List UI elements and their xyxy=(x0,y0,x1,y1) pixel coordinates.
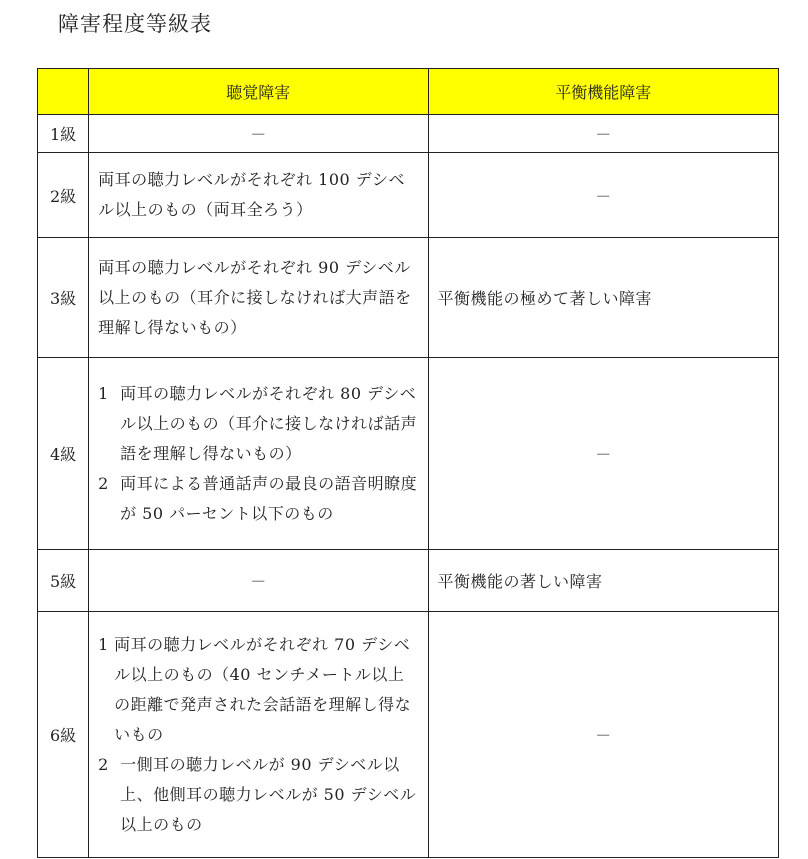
balance-cell: 平衡機能の著しい障害 xyxy=(428,550,778,612)
table-row xyxy=(38,115,779,153)
criteria-item xyxy=(98,630,419,750)
balance-cell: － xyxy=(428,115,778,153)
grade-cell: 2級 xyxy=(38,153,89,238)
item-text: 両耳の聴力レベルがそれぞれ 70 デシベル以上のもの（40 センチメートル以上の距離で発声された会話語を理解し得ないもの xyxy=(114,634,412,744)
page-title: 障害程度等級表 xyxy=(58,12,212,36)
header-hearing: 聴覚障害 xyxy=(89,69,428,115)
header-grade xyxy=(38,69,89,115)
hearing-cell: 両耳の聴力レベルがそれぞれ 100 デシベル以上のもの（両耳全ろう） xyxy=(89,153,428,238)
item-text: 両耳による普通話声の最良の語音明瞭度が 50 パーセント以下のもの xyxy=(120,473,418,523)
grade-cell: 4級 xyxy=(38,358,89,550)
grade-cell: 5級 xyxy=(38,550,89,612)
criteria-item xyxy=(98,379,419,469)
balance-cell: 平衡機能の極めて著しい障害 xyxy=(428,238,778,358)
header-balance: 平衡機能障害 xyxy=(428,69,778,115)
hearing-cell: 両耳の聴力レベルがそれぞれ 90 デシベル以上のもの（耳介に接しなければ大声語を理解し得ないもの） xyxy=(89,238,428,358)
table-row xyxy=(38,238,779,358)
table-row xyxy=(38,153,779,238)
grade-cell: 6級 xyxy=(38,612,89,858)
balance-cell: － xyxy=(428,358,778,550)
item-number: 1 xyxy=(98,634,109,654)
disability-grade-table xyxy=(37,68,779,858)
hearing-cell: － xyxy=(89,550,428,612)
item-text: 両耳の聴力レベルがそれぞれ 80 デシベル以上のもの（耳介に接しなければ話声語を理解し得ないもの） xyxy=(120,383,418,463)
item-text: 一側耳の聴力レベルが 90 デシベル以上、他側耳の聴力レベルが 50 デシベル以上のもの xyxy=(120,754,417,834)
table-row xyxy=(38,550,779,612)
table-row xyxy=(38,358,779,550)
item-number: 2 xyxy=(98,473,109,493)
balance-cell: － xyxy=(428,153,778,238)
balance-cell: － xyxy=(428,612,778,858)
item-number: 1 xyxy=(98,383,109,403)
hearing-cell xyxy=(89,358,428,550)
hearing-cell: － xyxy=(89,115,428,153)
grade-cell: 1級 xyxy=(38,115,89,153)
grade-cell: 3級 xyxy=(38,238,89,358)
item-number: 2 xyxy=(98,754,109,774)
criteria-item xyxy=(98,469,419,529)
hearing-cell xyxy=(89,612,428,858)
table-header-row xyxy=(38,69,779,115)
criteria-item xyxy=(98,750,419,840)
table-row xyxy=(38,612,779,858)
